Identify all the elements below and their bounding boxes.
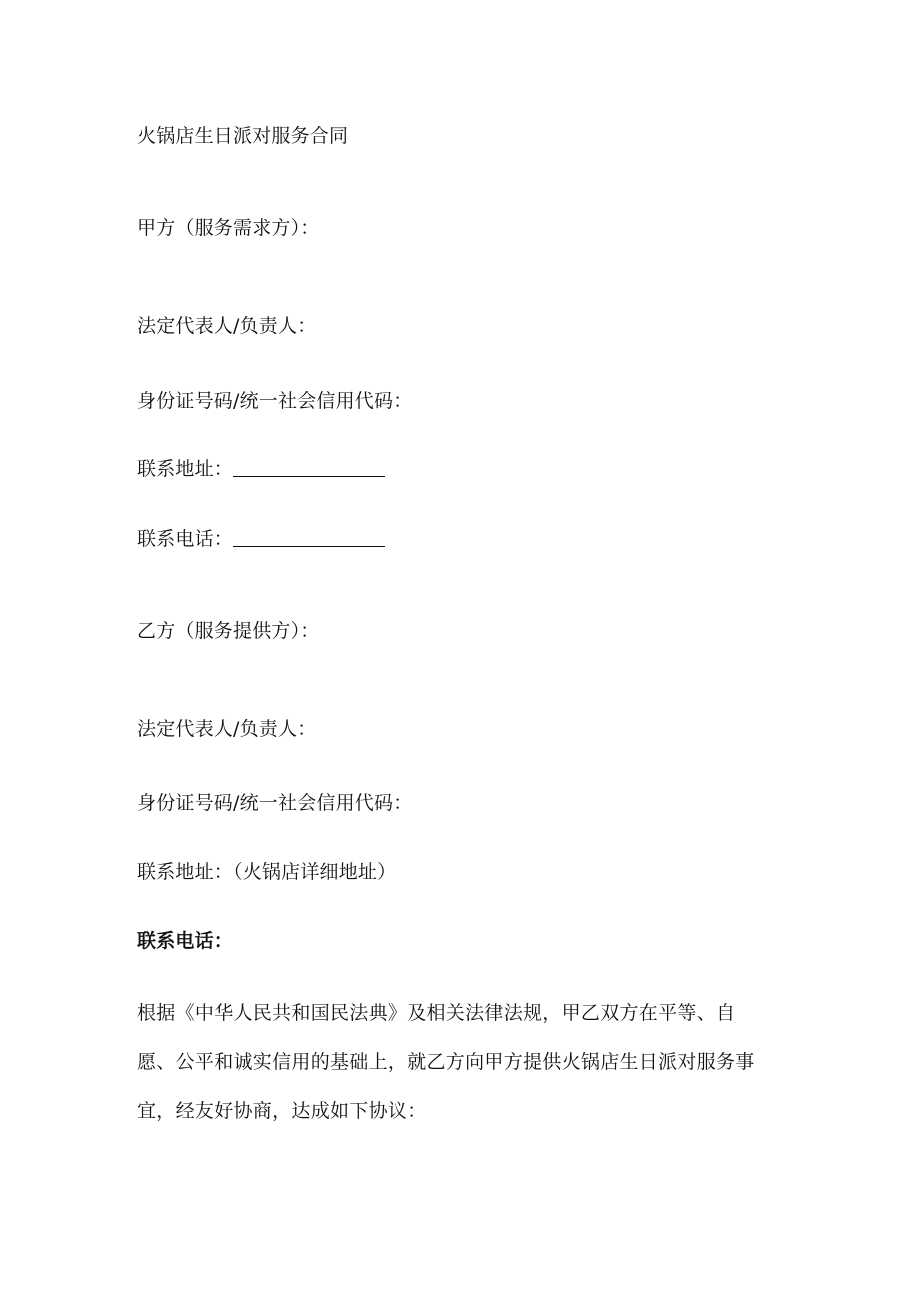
- party-a-address-label: 联系地址：: [137, 458, 234, 480]
- party-b-address-line: 联系地址：（火锅店详细地址）: [137, 861, 397, 883]
- contract-title: 火锅店生日派对服务合同: [137, 125, 349, 147]
- party-b-representative-label: 法定代表人/负责人：: [137, 718, 317, 740]
- party-a-id-label: 身份证号码/统一社会信用代码：: [137, 390, 413, 412]
- party-b-phone-label: 联系电话：: [137, 930, 234, 952]
- intro-line-1: 根据《中华人民共和国民法典》及相关法律法规，甲乙双方在平等、自: [137, 1002, 736, 1024]
- intro-line-3: 宜，经友好协商，达成如下协议：: [137, 1100, 427, 1122]
- party-a-heading: 甲方（服务需求方）：: [137, 217, 320, 239]
- party-a-phone-label: 联系电话：: [137, 528, 234, 550]
- party-b-heading: 乙方（服务提供方）：: [137, 620, 320, 642]
- party-b-id-label: 身份证号码/统一社会信用代码：: [137, 792, 413, 814]
- party-a-phone-blank[interactable]: [233, 528, 385, 547]
- party-a-address-row: [137, 457, 385, 481]
- party-a-address-blank[interactable]: [233, 458, 385, 477]
- party-a-phone-row: [137, 527, 385, 551]
- party-a-representative-label: 法定代表人/负责人：: [137, 315, 317, 337]
- intro-line-2: 愿、公平和诚实信用的基础上，就乙方向甲方提供火锅店生日派对服务事: [137, 1051, 755, 1073]
